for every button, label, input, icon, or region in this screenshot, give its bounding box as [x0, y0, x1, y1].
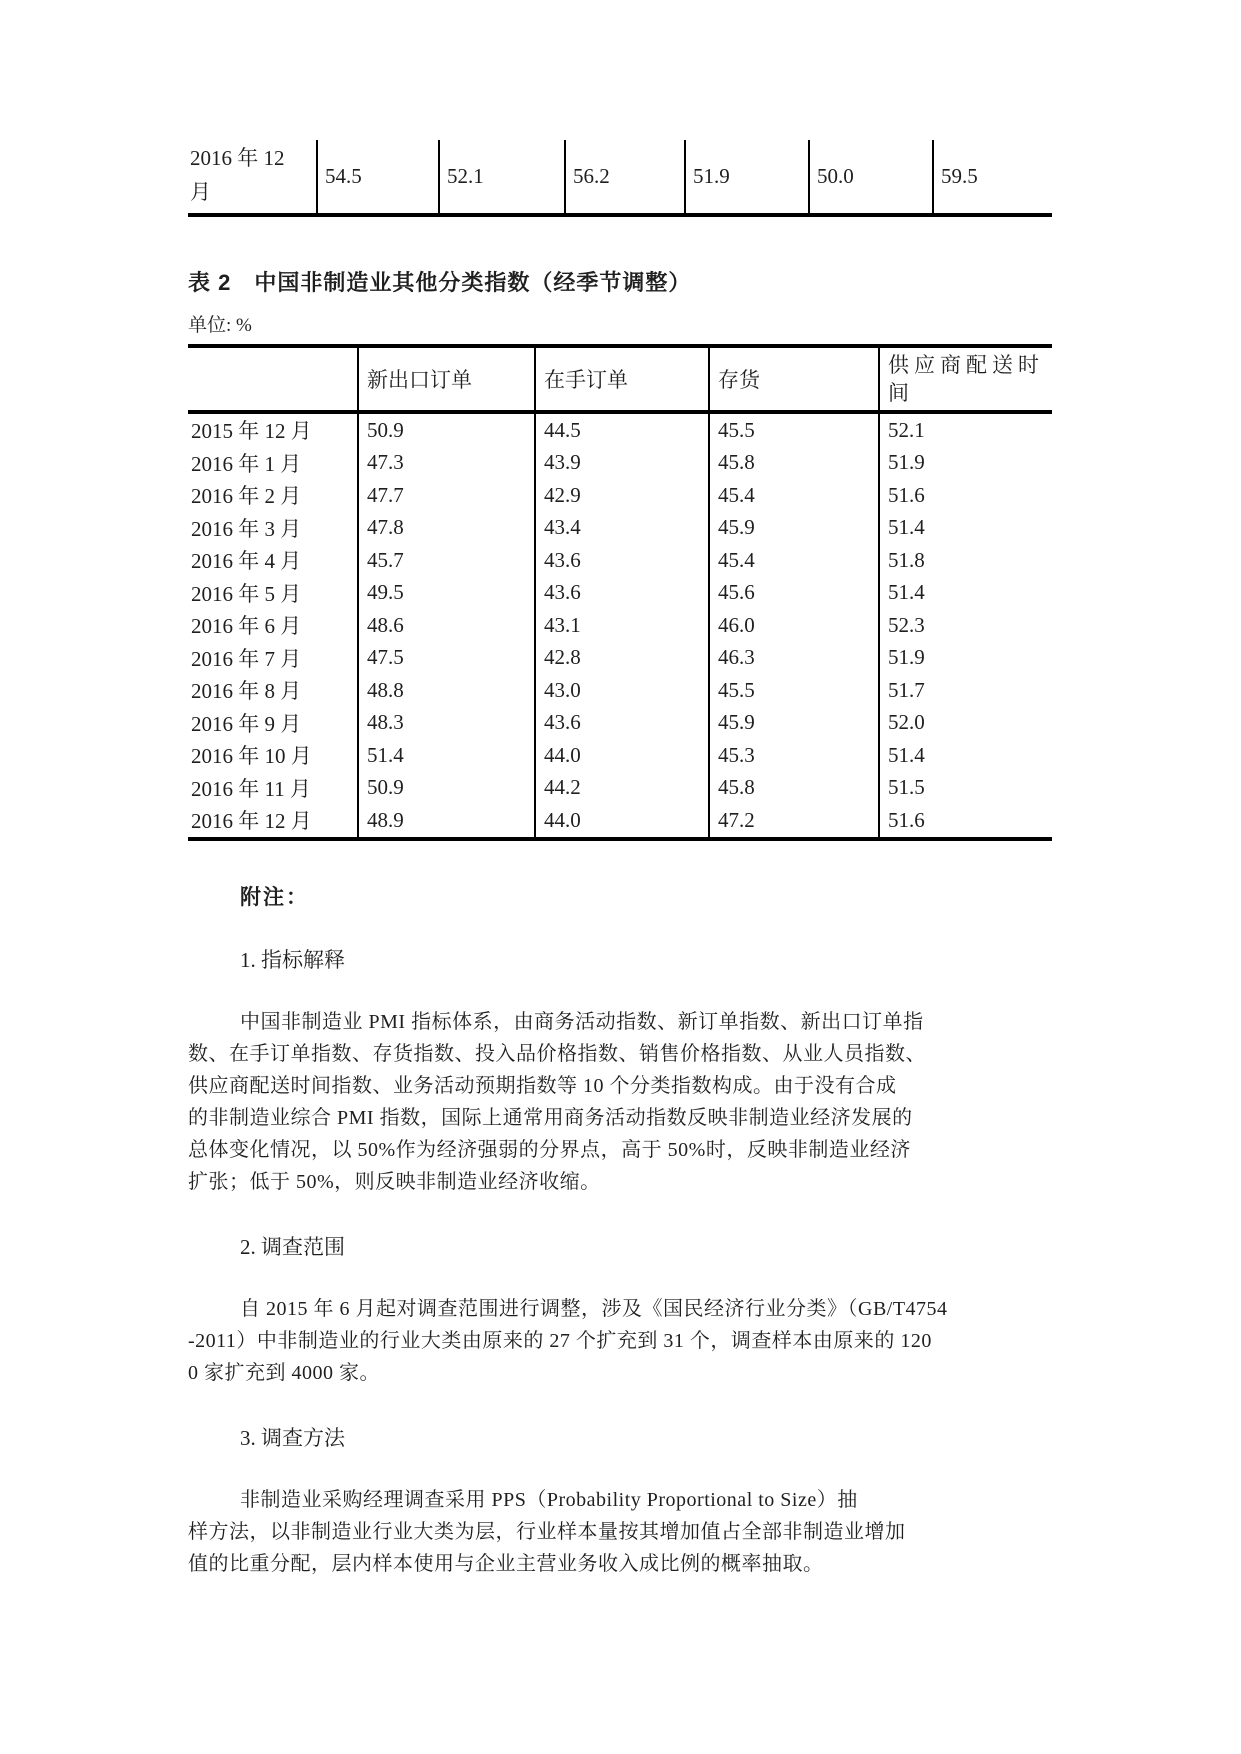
- row-label-cell: 2016 年 6 月: [191, 614, 302, 639]
- value-cell: 51.8: [878, 544, 1052, 577]
- text-line: 中国非制造业 PMI 指标体系，由商务活动指数、新订单指数、新出口订单指: [240, 1010, 924, 1033]
- value-cell: 52.0: [878, 707, 1052, 740]
- unit-label: 单位: %: [188, 315, 252, 336]
- text-line: 值的比重分配，层内样本使用与企业主营业务收入成比例的概率抽取。: [188, 1552, 824, 1575]
- table-row: [188, 512, 1052, 545]
- row-label-cell: 2016 年 3 月: [191, 516, 302, 541]
- table-row: [188, 642, 1052, 675]
- table-row: [188, 804, 1052, 837]
- row-label-cell: 2016 年 7 月: [191, 646, 302, 671]
- note-section-title: 2. 调查范围: [240, 1234, 345, 1259]
- text-line: 样方法，以非制造业行业大类为层，行业样本量按其增加值占全部非制造业增加: [188, 1520, 906, 1543]
- value-cell: 47.7: [357, 479, 534, 512]
- text-line: 的非制造业综合 PMI 指数，国际上通常用商务活动指数反映非制造业经济发展的: [188, 1106, 913, 1129]
- text-line: 扩张；低于 50%，则反映非制造业经济收缩。: [188, 1170, 601, 1193]
- value-cell: 51.9: [878, 447, 1052, 480]
- table-row: [188, 772, 1052, 805]
- value-cell: 43.9: [534, 447, 708, 480]
- table-row: [188, 447, 1052, 480]
- value-cell: 45.6: [708, 577, 878, 610]
- row-label-cell: 2016 年 12 月: [191, 809, 312, 834]
- text-line: 非制造业采购经理调查采用 PPS（Probability Proportional to Size）抽: [240, 1488, 858, 1511]
- table-row: [188, 674, 1052, 707]
- value-cell: 45.8: [708, 447, 878, 480]
- value-cell: 44.0: [534, 804, 708, 837]
- value-cell: 45.5: [708, 414, 878, 447]
- column-header: 供应商配送时间: [878, 348, 1052, 410]
- value-cell: 45.5: [708, 674, 878, 707]
- value-cell: 44.5: [534, 414, 708, 447]
- value-cell: 52.3: [878, 609, 1052, 642]
- row-label-cell: 2016 年 10 月: [191, 744, 312, 769]
- value-cell: 51.9: [684, 140, 808, 213]
- text-line: 自 2015 年 6 月起对调查范围进行调整，涉及《国民经济行业分类》（GB/T4754: [240, 1297, 948, 1320]
- row-label-cell: 2016 年 4 月: [191, 549, 302, 574]
- value-cell: 48.8: [357, 674, 534, 707]
- table-row: [188, 544, 1052, 577]
- value-cell: 42.8: [534, 642, 708, 675]
- value-cell: 48.6: [357, 609, 534, 642]
- table2-title: 表 2 中国非制造业其他分类指数（经季节调整）: [188, 270, 692, 295]
- row-label-cell: 2015 年 12 月: [191, 419, 312, 444]
- table2: [188, 344, 1052, 841]
- text-line: -2011）中非制造业的行业大类由原来的 27 个扩充到 31 个，调查样本由原来的 120: [188, 1329, 932, 1352]
- value-cell: 47.5: [357, 642, 534, 675]
- value-cell: 47.8: [357, 512, 534, 545]
- table2-body: [188, 414, 1052, 837]
- value-cell: 51.7: [878, 674, 1052, 707]
- value-cell: 43.6: [534, 707, 708, 740]
- row-label-cell: 2016 年 12 月: [190, 146, 285, 204]
- value-cell: 44.0: [534, 739, 708, 772]
- note-section-title: 1. 指标解释: [240, 947, 345, 972]
- value-cell: 45.7: [357, 544, 534, 577]
- value-cell: 44.2: [534, 772, 708, 805]
- value-cell: 51.6: [878, 804, 1052, 837]
- value-cell: 46.3: [708, 642, 878, 675]
- column-header: 存货: [708, 348, 878, 410]
- value-cell: 51.9: [878, 642, 1052, 675]
- value-cell: 43.0: [534, 674, 708, 707]
- row-label-cell: 2016 年 8 月: [191, 679, 302, 704]
- value-cell: 43.6: [534, 577, 708, 610]
- table-row: [188, 577, 1052, 610]
- value-cell: 51.4: [878, 577, 1052, 610]
- value-cell: 50.9: [357, 414, 534, 447]
- table-row: [188, 609, 1052, 642]
- text-line: 数、在手订单指数、存货指数、投入品价格指数、销售价格指数、从业人员指数、: [188, 1042, 926, 1065]
- page-content: [188, 0, 1052, 1580]
- row-label-cell: 2016 年 1 月: [191, 451, 302, 476]
- column-header: 在手订单: [534, 348, 708, 410]
- value-cell: 50.9: [357, 772, 534, 805]
- table1-fragment: [188, 140, 1052, 217]
- value-cell: 51.5: [878, 772, 1052, 805]
- value-cell: 45.9: [708, 707, 878, 740]
- value-cell: 52.1: [438, 140, 564, 213]
- value-cell: 54.5: [316, 140, 438, 213]
- value-cell: 51.4: [878, 739, 1052, 772]
- table-row: [188, 707, 1052, 740]
- value-cell: 45.3: [708, 739, 878, 772]
- value-cell: 47.3: [357, 447, 534, 480]
- value-cell: 45.8: [708, 772, 878, 805]
- value-cell: 45.9: [708, 512, 878, 545]
- value-cell: 48.9: [357, 804, 534, 837]
- value-cell: 56.2: [564, 140, 684, 213]
- value-cell: 50.0: [808, 140, 932, 213]
- table-row: [188, 739, 1052, 772]
- value-cell: 42.9: [534, 479, 708, 512]
- value-cell: 51.6: [878, 479, 1052, 512]
- value-cell: 46.0: [708, 609, 878, 642]
- note-paragraph: [188, 1293, 1052, 1389]
- value-cell: 49.5: [357, 577, 534, 610]
- header-empty-cell: [188, 348, 357, 410]
- value-cell: 51.4: [357, 739, 534, 772]
- text-line: 供应商配送时间指数、业务活动预期指数等 10 个分类指数构成。由于没有合成: [188, 1074, 897, 1097]
- value-cell: 59.5: [932, 140, 1052, 213]
- table2-header-row: [188, 348, 1052, 414]
- note-paragraph: [188, 1006, 1052, 1198]
- value-cell: 47.2: [708, 804, 878, 837]
- table-row: [188, 414, 1052, 447]
- row-label-cell: 2016 年 11 月: [191, 776, 311, 801]
- row-label-cell: 2016 年 5 月: [191, 581, 302, 606]
- text-line: 0 家扩充到 4000 家。: [188, 1361, 380, 1384]
- text-line: 总体变化情况，以 50%作为经济强弱的分界点，高于 50%时，反映非制造业经济: [188, 1138, 911, 1161]
- value-cell: 52.1: [878, 414, 1052, 447]
- row-label-cell: 2016 年 2 月: [191, 484, 302, 509]
- value-cell: 48.3: [357, 707, 534, 740]
- value-cell: 43.1: [534, 609, 708, 642]
- table-row: [188, 479, 1052, 512]
- value-cell: 43.6: [534, 544, 708, 577]
- value-cell: 43.4: [534, 512, 708, 545]
- value-cell: 45.4: [708, 479, 878, 512]
- note-section-title: 3. 调查方法: [240, 1425, 345, 1450]
- note-paragraph: [188, 1484, 1052, 1580]
- notes-section: [188, 881, 1052, 1580]
- value-cell: 51.4: [878, 512, 1052, 545]
- notes-heading: 附注：: [240, 884, 309, 909]
- row-label-cell: 2016 年 9 月: [191, 711, 302, 736]
- value-cell: 45.4: [708, 544, 878, 577]
- column-header: 新出口订单: [357, 348, 534, 410]
